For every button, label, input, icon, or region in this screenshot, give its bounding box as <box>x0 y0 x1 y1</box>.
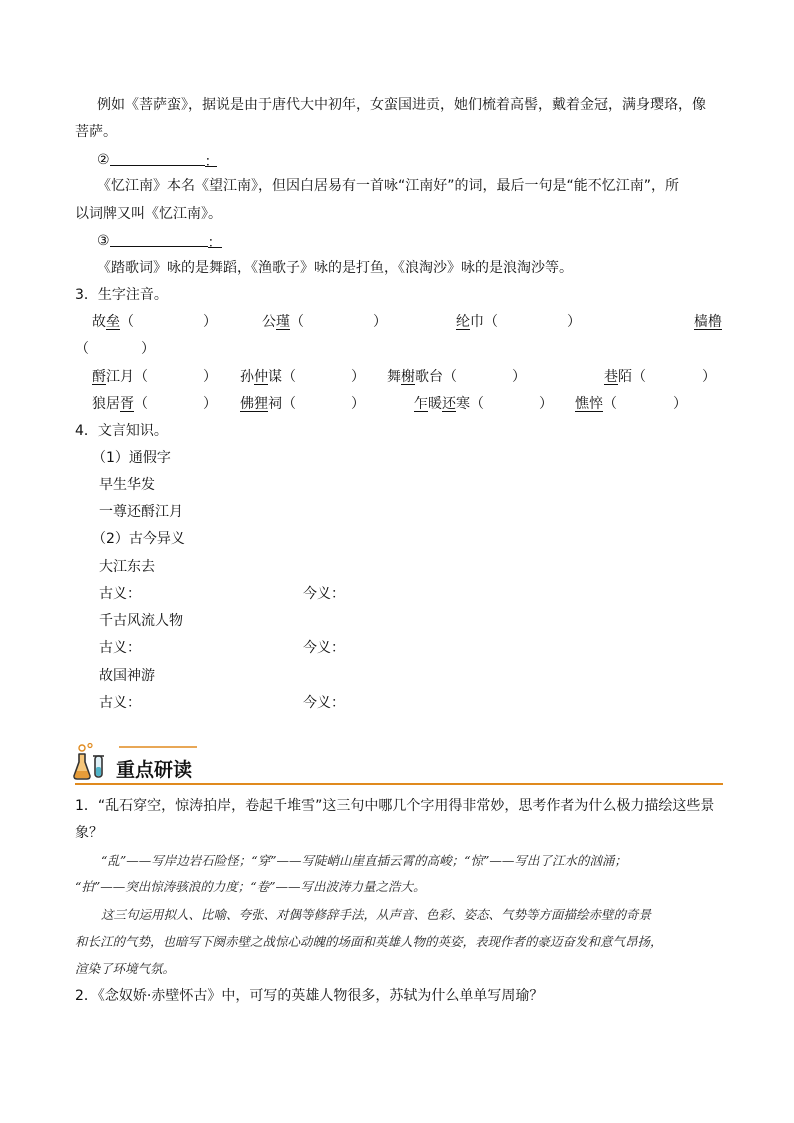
new-meaning-label: 今义： <box>303 640 345 656</box>
handwritten-answer: 这三句运用拟人、比喻、夸张、对偶等修辞手法，从声音、色彩、姿态、气势等方面描绘赤壁的奇景 <box>101 907 652 922</box>
target-char: 酹 <box>92 369 106 385</box>
item-3-heading <box>97 231 222 251</box>
target-char: 还 <box>442 396 456 412</box>
pinyin-item: 狼居胥（ <box>92 396 148 412</box>
pinyin-item <box>694 312 722 332</box>
fill-blank[interactable] <box>110 151 205 166</box>
pinyin-close: ） <box>203 396 217 412</box>
pinyin-close: ） <box>351 369 365 385</box>
target-char: 樯橹 <box>694 314 722 330</box>
target-char: 榭 <box>401 369 415 385</box>
intro-line: 例如《菩萨蛮》，据说是由于唐代大中初年，女蛮国进贡，她们梳着高髻，戴着金冠，满身璎珞，像 <box>97 97 706 113</box>
question-4-heading: 4．文言知识。 <box>75 423 168 439</box>
item-3-text: 《踏歌词》咏的是舞蹈，《渔歌子》咏的是打鱼，《浪淘沙》咏的是浪淘沙等。 <box>97 260 573 276</box>
target-char: 乍 <box>414 396 428 412</box>
pinyin-close: ） <box>673 396 687 412</box>
intro-line: 菩萨。 <box>75 124 117 140</box>
target-char: 垒 <box>106 314 120 330</box>
old-meaning-label: 古义： <box>99 586 141 602</box>
pinyin-item: 舞榭歌台（ <box>387 369 457 385</box>
pinyin-close: ） <box>539 396 553 412</box>
pinyin-item: 公瑾（ <box>262 314 304 330</box>
term-word: 千古风流人物 <box>99 613 183 629</box>
subheading: （2）古今异义 <box>92 531 185 547</box>
item-number: ③ <box>97 233 110 249</box>
example-text: 早生华发 <box>99 477 155 493</box>
item-2-text: 以词牌又叫《忆江南》。 <box>75 206 222 222</box>
pinyin-close: ） <box>702 369 716 385</box>
new-meaning-label: 今义： <box>303 586 345 602</box>
old-meaning-label: 古义： <box>99 695 141 711</box>
pinyin-item: 憔悴（ <box>575 396 617 412</box>
pinyin-item: 酹江月（ <box>92 369 148 385</box>
blank-colon: ： <box>204 154 219 170</box>
question-3-heading: 3．生字注音。 <box>75 287 168 303</box>
target-char: 瑾 <box>276 314 290 330</box>
study-question-1: 象？ <box>75 825 103 841</box>
pinyin-close: ） <box>373 314 387 330</box>
study-question-1: 1．“乱石穿空，惊涛拍岸，卷起千堆雪”这三句中哪几个字用得非常妙，思考作者为什么极力描绘这些景 <box>75 798 715 814</box>
subheading: （1）通假字 <box>92 450 171 466</box>
pinyin-close: ） <box>351 396 365 412</box>
target-char: 仲 <box>254 369 268 385</box>
target-char: 纶 <box>456 314 470 330</box>
target-char: 胥 <box>120 396 134 412</box>
pinyin-close: ） <box>512 369 526 385</box>
blank-colon: ： <box>207 235 222 251</box>
handwritten-answer: “乱”——写岸边岩石险怪；“穿”——写陡峭山崖直插云霄的高峻；“惊”——写出了江水的汹涌； <box>101 853 627 868</box>
flask-icon <box>72 742 112 782</box>
example-text: 一尊还酹江月 <box>99 504 183 520</box>
item-2-heading <box>97 150 217 170</box>
item-number: ② <box>97 152 110 168</box>
pinyin-close: ） <box>567 314 581 330</box>
item-2-text: 《忆江南》本名《望江南》，但因白居易有一首咏“江南好”的词，最后一句是“能不忆江南”，所 <box>97 178 680 194</box>
term-word: 故国神游 <box>99 668 155 684</box>
term-word: 大江东去 <box>99 559 155 575</box>
pinyin-item: 孙仲谋（ <box>240 369 296 385</box>
pinyin-close: ） <box>141 341 155 357</box>
pinyin-item: 巷陌（ <box>604 369 646 385</box>
pinyin-open: （ <box>75 341 89 357</box>
study-question-2: 2．《念奴娇·赤壁怀古》中，可写的英雄人物很多，苏轼为什么单单写周瑜？ <box>75 988 544 1004</box>
fill-blank[interactable] <box>110 232 208 247</box>
pinyin-item: 乍暖还寒（ <box>414 396 484 412</box>
pinyin-item: 佛狸祠（ <box>240 396 296 412</box>
pinyin-close: ） <box>203 314 217 330</box>
section-title: 重点研读 <box>116 759 193 781</box>
handwritten-answer: 和长江的气势，也暗写下阕赤壁之战惊心动魄的场面和英雄人物的英姿，表现作者的豪迈奋发和意气昂扬， <box>75 934 663 949</box>
pinyin-close: ） <box>203 369 217 385</box>
target-char: 憔悴 <box>575 396 603 412</box>
new-meaning-label: 今义： <box>303 695 345 711</box>
handwritten-answer: 渲染了环境气氛。 <box>75 961 176 976</box>
handwritten-answer: “拍”——突出惊涛骇浪的力度；“卷”——写出波涛力量之浩大。 <box>75 879 426 894</box>
pinyin-item: 故垒（ <box>92 314 134 330</box>
old-meaning-label: 古义： <box>99 640 141 656</box>
target-char: 巷 <box>604 369 618 385</box>
pinyin-item: 纶巾（ <box>456 314 498 330</box>
target-char: 佛狸 <box>240 396 268 412</box>
